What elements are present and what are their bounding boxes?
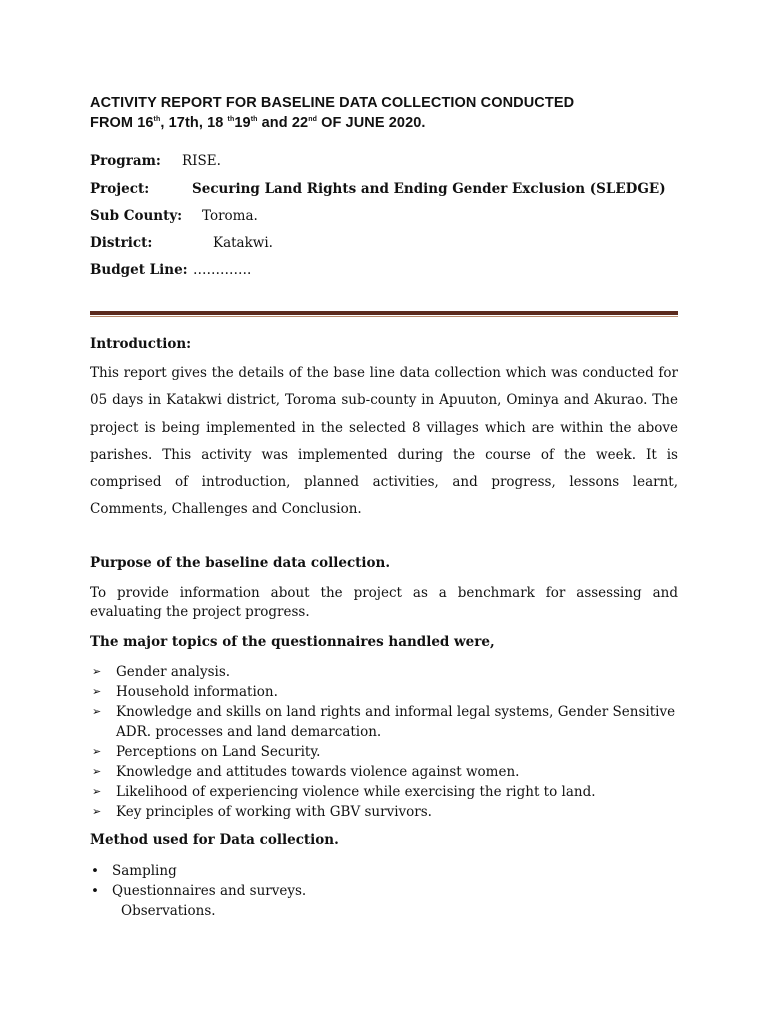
district-label: District: <box>90 235 153 251</box>
budget-row <box>90 261 251 279</box>
list-item-text: Key principles of working with GBV survivors. <box>116 804 432 820</box>
subcounty-value: Toroma. <box>202 208 258 224</box>
arrowhead-bullet-icon: ➢ <box>92 805 102 818</box>
arrowhead-bullet-icon: ➢ <box>92 785 102 798</box>
report-title-line-2 <box>90 113 690 133</box>
list-item-text: Sampling <box>112 863 177 879</box>
section-divider <box>90 311 678 315</box>
section-divider-thin <box>90 316 678 317</box>
budget-value: …………. <box>193 262 252 278</box>
arrowhead-bullet-icon: ➢ <box>92 665 102 678</box>
list-item <box>90 662 678 682</box>
list-item <box>90 682 678 702</box>
list-item-text: Perceptions on Land Security. <box>116 744 321 760</box>
list-item <box>90 762 678 782</box>
report-title <box>90 93 690 133</box>
topics-list <box>90 662 678 822</box>
list-item-text: Questionnaires and surveys. <box>112 883 307 899</box>
list-item-text: Likelihood of experiencing violence while exercising the right to land. <box>116 784 596 800</box>
introduction-body: This report gives the details of the base line data collection which was conducted for 05 days in Katakwi district, Toroma sub-county in Apuuton, Ominya and Akurao. The project is being implemented in the selected 8 villages which are within the above parishes. This activity was implemented during the course of the week. It is comprised of introduction, planned activities, and progress, lessons learnt, Comments, Challenges and Conclusion. <box>90 365 678 518</box>
list-item <box>90 742 678 762</box>
subcounty-label: Sub County: <box>90 208 183 224</box>
arrowhead-bullet-icon: ➢ <box>92 745 102 758</box>
list-item-continuation: Observations. <box>121 903 216 919</box>
purpose-heading: Purpose of the baseline data collection. <box>90 555 391 571</box>
arrowhead-bullet-icon: ➢ <box>92 765 102 778</box>
title-sup: th <box>250 116 258 123</box>
arrowhead-bullet-icon: ➢ <box>92 705 102 718</box>
purpose-body: To provide information about the project as a benchmark for assessing and evaluating the project progress. <box>90 585 678 620</box>
topics-heading: The major topics of the questionnaires handled were, <box>90 634 495 650</box>
district-value: Katakwi. <box>213 235 273 251</box>
report-title-line-1: ACTIVITY REPORT FOR BASELINE DATA COLLECTION CONDUCTED <box>90 95 575 111</box>
title-sup: nd <box>308 116 317 123</box>
arrowhead-bullet-icon: ➢ <box>92 685 102 698</box>
round-bullet-icon: • <box>91 883 99 899</box>
title-part: and 22 <box>257 115 309 131</box>
methods-heading: Method used for Data collection. <box>90 832 339 848</box>
project-row <box>90 180 666 198</box>
list-item-text: Knowledge and skills on land rights and informal legal systems, Gender Sensitive ADR. processes and land demarcation. <box>116 704 676 740</box>
list-item-text: Household information. <box>116 684 278 700</box>
list-item <box>90 802 678 822</box>
list-item-text: Knowledge and attitudes towards violence against women. <box>116 764 520 780</box>
list-item-text: Gender analysis. <box>116 664 231 680</box>
program-row <box>90 152 221 170</box>
budget-label: Budget Line: <box>90 262 188 278</box>
title-part: OF JUNE 2020. <box>316 115 426 131</box>
list-item <box>90 881 678 901</box>
round-bullet-icon: • <box>91 863 99 879</box>
methods-list <box>90 861 678 921</box>
title-sup: th <box>227 116 235 123</box>
program-value: RISE. <box>182 153 221 169</box>
list-item <box>90 861 678 881</box>
project-label: Project: <box>90 181 150 197</box>
district-row <box>90 234 273 252</box>
title-part: , 17th, 18 <box>160 115 228 131</box>
subcounty-row <box>90 207 258 225</box>
project-value: Securing Land Rights and Ending Gender Exclusion (SLEDGE) <box>192 181 666 197</box>
list-item <box>90 702 678 742</box>
title-part: FROM 16 <box>90 115 154 131</box>
title-part: 19 <box>234 115 251 131</box>
program-label: Program: <box>90 153 161 169</box>
introduction-heading: Introduction: <box>90 336 192 352</box>
title-sup: th <box>153 116 161 123</box>
list-item <box>90 782 678 802</box>
